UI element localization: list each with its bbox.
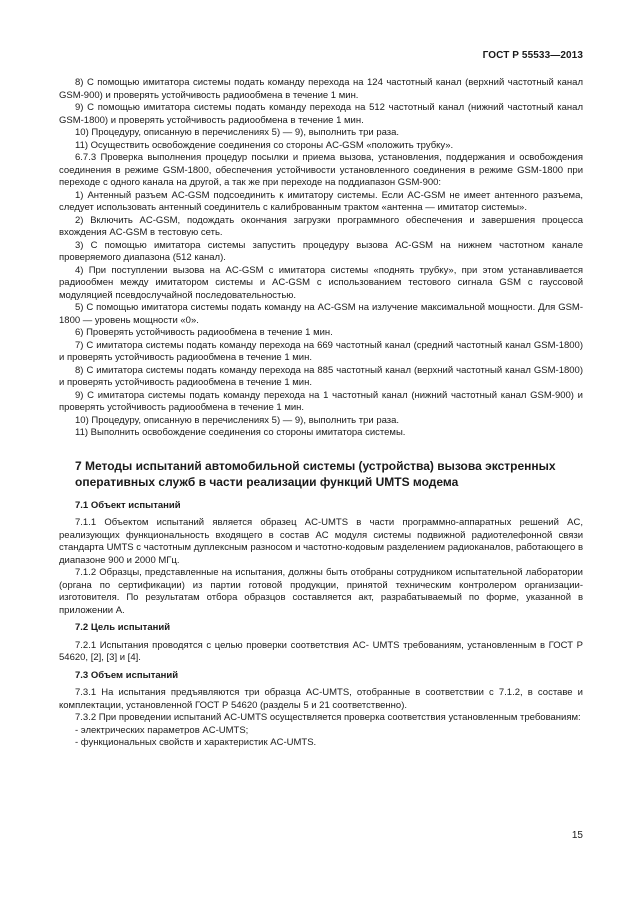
paragraph: 11) Осуществить освобождение соединения со стороны AC-GSM «положить трубку». (75, 139, 454, 151)
page-number: 15 (571, 830, 583, 841)
paragraph: 9) С помощью имитатора системы подать команду перехода на 512 частотный канал (нижний частотный канал GSM-1800) и проверять устойчивость радиообмена в течение 1 мин. (59, 102, 583, 126)
paragraph: 8) С помощью имитатора системы подать команду перехода на 124 частотный канал (верхний частотный канал GSM-900) и проверять устойчивость радиообмена в течение 1 мин. (59, 77, 583, 101)
paragraph: 1) Антенный разъем AC-GSM подсоединить к имитатору системы. Если AC-GSM не имеет антенного разъема, следует использовать антенный соединитель с калиброванным трактом «антенна — имитатор системы». (59, 189, 583, 213)
paragraph: 7.3.1 На испытания предъявляются три образца AC-UMTS, отобранные в соответствии с 7.1.2, в составе и комплектации, установленной ГОСТ Р 54620 (разделы 5 и 21 соответственно). (59, 687, 583, 711)
paragraph: 10) Процедуру, описанную в перечислениях 5) — 9), выполнить три раза. (75, 414, 400, 426)
subsection-7-2-heading: 7.2 Цель испытаний (75, 622, 171, 633)
paragraph: 6.7.3 Проверка выполнения процедур посылки и приема вызова, установления, поддержания и освобождения соединения в режиме GSM-1800, обеспечения устойчивости установленного соединения в режиме GSM-1800 при переходе с одного канала на другой, а так же при переходе на поддиапазон GSM-900: (59, 152, 583, 188)
paragraph: 3) С помощью имитатора системы запустить процедуру вызова AC-GSM на нижнем частотном канале проверяемого диапазона (512 канал). (59, 239, 583, 263)
paragraph: 7.2.1 Испытания проводятся с целью проверки соответствия AC- UMTS требованиям, установленным в ГОСТ Р 54620, [2], [3] и [4]. (59, 639, 583, 663)
paragraph: 7.3.2 При проведении испытаний AC-UMTS осуществляется проверка соответствия установленным требованиям: (75, 712, 581, 723)
standard-header: ГОСТ Р 55533—2013 (482, 50, 583, 61)
paragraph: 4) При поступлении вызова на AC-GSM с имитатора системы «поднять трубку», при этом устанавливается радиообмен между имитатором системы и AC-GSM с использованием тестового сигнала GSM с гауссовой модуляцией псевдослучайной последовательностью. (59, 264, 583, 301)
paragraph: 10) Процедуру, описанную в перечислениях 5) — 9), выполнить три раза. (75, 127, 400, 138)
page-body (59, 77, 583, 750)
list-item: - электрических параметров AC-UMTS; (75, 724, 249, 736)
paragraph: 7.1.1 Объектом испытаний является образец AC-UMTS в части программно-аппаратных решений AC, реализующих функциональность входящего в состав AC модуля системы подвижной радиотелефонной связи стандарта UMTS с частотным дуплексным разносом и частотно-кодовым разделением радиоканалов, работающего в диапазоне 900 и 2000 МГц. (59, 517, 583, 566)
paragraph: 7) С имитатора системы подать команду перехода на 669 частотный канал (средний частотный канал GSM-1800) и проверять устойчивость радиообмена в течение 1 мин. (59, 339, 583, 363)
paragraph: 2) Включить AC-GSM, подождать окончания загрузки программного обеспечения и завершения процесса вхождения AC-GSM в тестовую сеть. (59, 214, 583, 238)
subsection-7-1-heading: 7.1 Объект испытаний (75, 499, 181, 511)
paragraph: 8) С имитатора системы подать команду перехода на 885 частотный канал (верхний частотный канал GSM-1800) и проверять устойчивость радиообмена в течение 1 мин. (59, 364, 583, 388)
paragraph: 9) С имитатора системы подать команду перехода на 1 частотный канал (нижний частотный канал GSM-900) и проверять устойчивость радиообмена в течение 1 мин. (59, 389, 583, 413)
paragraph: 6) Проверять устойчивость радиообмена в течение 1 мин. (75, 327, 333, 338)
subsection-7-3-heading: 7.3 Объем испытаний (75, 669, 179, 681)
paragraph: 5) С помощью имитатора системы подать команду на AC-GSM на излучение максимальной мощности. Для GSM-1800 — уровень мощности «0». (59, 302, 583, 326)
section-7-heading: 7 Методы испытаний автомобильной системы (устройства) вызова экстренных оперативных служб в части реализации функций UMTS модема (75, 458, 556, 489)
list-item: - функциональных свойств и характеристик AC-UMTS. (75, 737, 317, 748)
paragraph: 7.1.2 Образцы, представленные на испытания, должны быть отобраны сотрудником испытательной лаборатории (органа по сертификации) из партии готовой продукции, принятой техническим контролером организации-изготовителя. По результатам отбора образцов составляется акт, разрабатываемый по форме, указанной в приложении А. (59, 567, 583, 616)
paragraph: 11) Выполнить освобождение соединения со стороны имитатора системы. (75, 427, 406, 438)
